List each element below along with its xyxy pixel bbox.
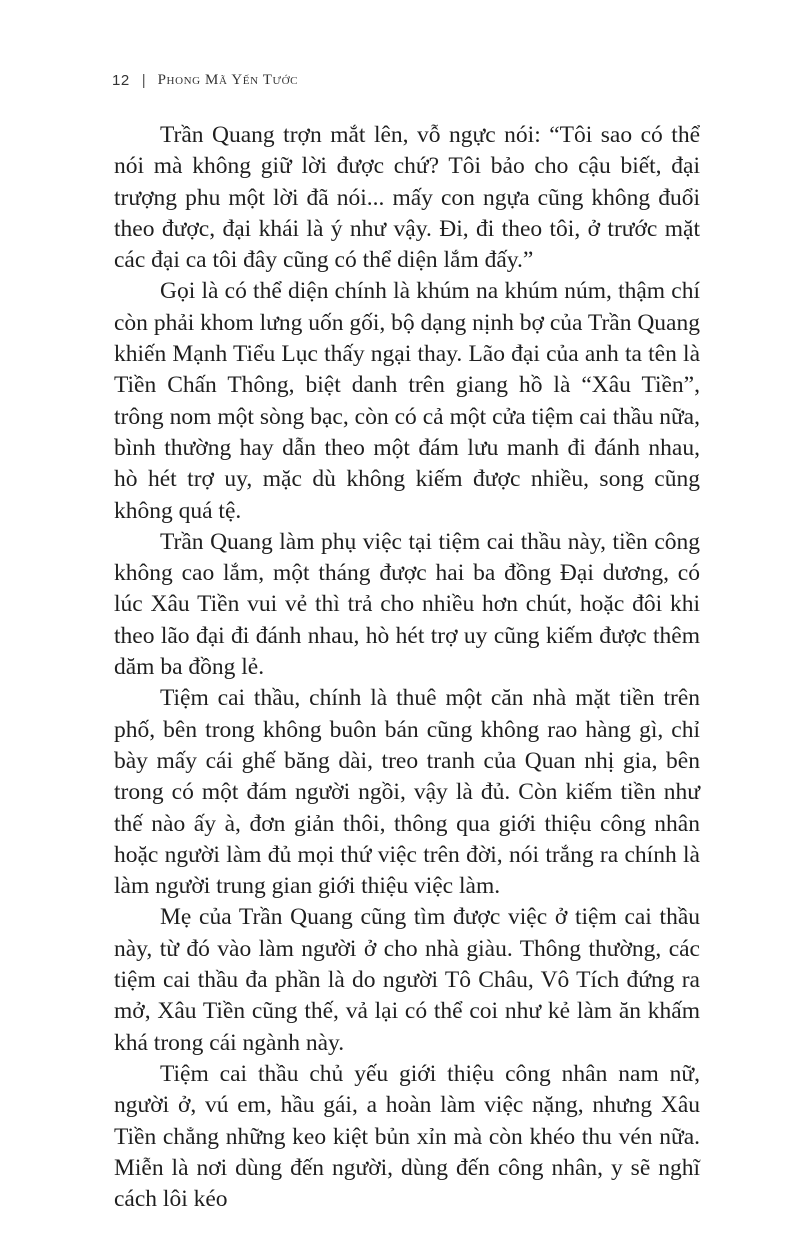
paragraph-2: Gọi là có thể diện chính là khúm na khúm núm, thậm chí còn phải khom lưng uốn gối, bộ dạng nịnh bợ của Trần Quang khiến Mạnh Tiểu Lục thấy ngại thay. Lão đại của anh ta tên là Tiền Chấn Thông, biệt danh trên giang hồ là “Xâu Tiền”, trông nom một sòng bạc, còn có cả một cửa tiệm cai thầu nữa, bình thường hay dẫn theo một đám lưu manh đi đánh nhau, hò hét trợ uy, mặc dù không kiếm được nhiều, song cũng không quá tệ. xyxy=(114,278,700,524)
paragraph-4: Tiệm cai thầu, chính là thuê một căn nhà mặt tiền trên phố, bên trong không buôn bán cũng không rao hàng gì, chỉ bày mấy cái ghế băng dài, treo tranh của Quan nhị gia, bên trong có một đám người ngồi, vậy là đủ. Còn kiếm tiền như thế nào ấy à, đơn giản thôi, thông qua giới thiệu công nhân hoặc người làm đủ mọi thứ việc trên đời, nói trắng ra chính là làm người trung gian giới thiệu việc làm. xyxy=(114,685,700,900)
header-divider: | xyxy=(141,72,146,89)
running-title: Phong Mã Yến Tước xyxy=(157,72,299,88)
paragraph-1: Trần Quang trợn mắt lên, vỗ ngực nói: “Tôi sao có thể nói mà không giữ lời được chứ? Tôi bảo cho cậu biết, đại trượng phu một lời đã nói... mấy con ngựa cũng không đuổi theo được, đại khái là ý như vậy. Đi, đi theo tôi, ở trước mặt các đại ca tôi đây cũng có thể diện lắm đấy.” xyxy=(114,122,700,274)
paragraph-6: Tiệm cai thầu chủ yếu giới thiệu công nhân nam nữ, người ở, vú em, hầu gái, a hoàn làm việc nặng, nhưng Xâu Tiền chẳng những keo kiệt bủn xỉn mà còn khéo thu vén nữa. Miễn là nơi dùng đến người, dùng đến công nhân, y sẽ nghĩ cách lôi kéo xyxy=(114,1060,700,1213)
paragraph-5: Mẹ của Trần Quang cũng tìm được việc ở tiệm cai thầu này, từ đó vào làm người ở cho nhà giàu. Thông thường, các tiệm cai thầu đa phần là do người Tô Châu, Vô Tích đứng ra mở, Xâu Tiền cũng thế, vả lại có thể coi như kẻ làm ăn khấm khá trong cái ngành này. xyxy=(114,904,700,1056)
page-header xyxy=(112,72,298,89)
paragraph-3: Trần Quang làm phụ việc tại tiệm cai thầu này, tiền công không cao lắm, một tháng được hai ba đồng Đại dương, có lúc Xâu Tiền vui vẻ thì trả cho nhiều hơn chút, hoặc đôi khi theo lão đại đi đánh nhau, hò hét trợ uy cũng kiếm được thêm dăm ba đồng lẻ. xyxy=(114,528,700,681)
body-text xyxy=(114,120,700,1215)
page-number: 12 xyxy=(112,72,130,89)
